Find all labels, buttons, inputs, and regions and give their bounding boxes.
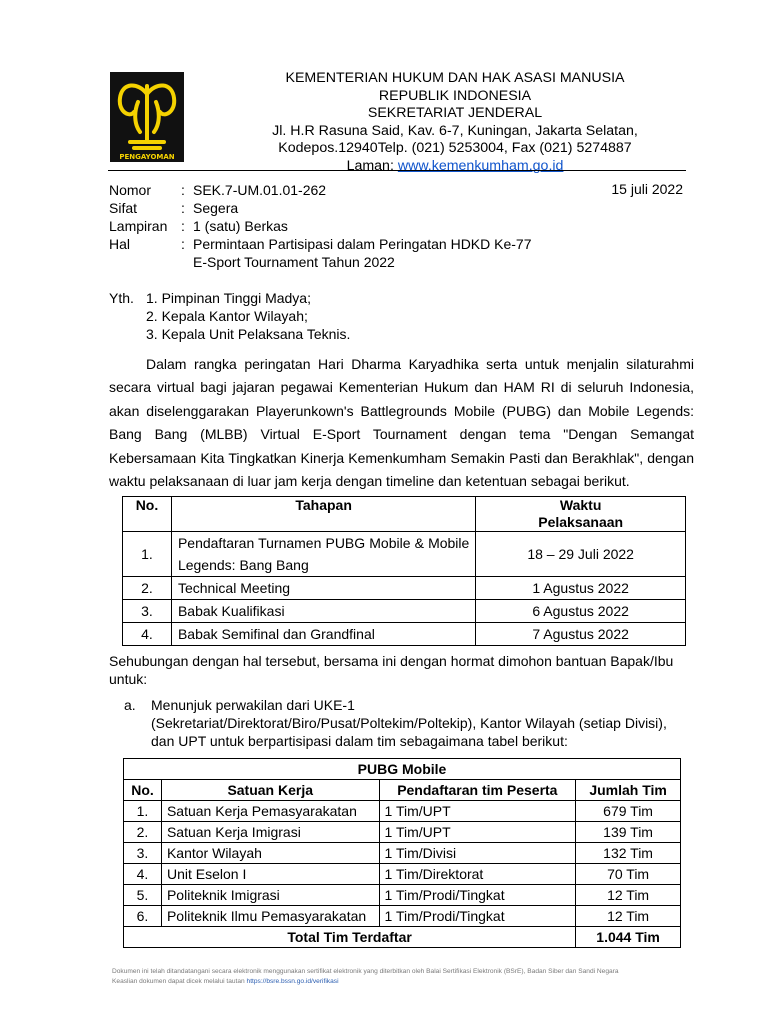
col-header-waktu [476,497,686,532]
hal-value-line1: Permintaan Partisipasi dalam Peringatan HDKD Ke-77 [193,236,532,252]
lampiran-label: Lampiran [109,218,168,234]
unit-name: SEKRETARIAT JENDERAL [367,105,543,122]
cell-pendaftaran: 1 Tim/Direktorat [379,864,576,885]
contact-line: Kodepos.12940Telp. (021) 5253004, Fax (021) 5274887 [278,140,632,157]
table-row [123,623,686,646]
ministry-name: KEMENTERIAN HUKUM DAN HAK ASASI MANUSIA [285,70,625,86]
country-name: REPUBLIK INDONESIA [378,87,532,104]
table-header-row [124,780,681,801]
footer-line1: Dokumen ini telah ditandatangani secara elektronik menggunakan sertifikat elektronik yang diterbitkan oleh Balai Sertifikasi Elektronik (BSrE), Badan Siber dan Sandi Negara [112,968,619,975]
table-row [124,822,681,843]
point-a-text [151,696,667,750]
col-header-waktu-line1: Waktu [559,497,602,513]
lampiran-value: 1 (satu) Berkas [193,218,288,234]
cell-jumlah: 12 Tim [576,885,681,906]
table-header-row [123,497,686,532]
cell-no: 2. [123,577,172,600]
cell-waktu: 6 Agustus 2022 [476,600,686,623]
cell-no: 4. [124,864,162,885]
table-row [124,906,681,927]
cell-no: 1. [123,532,172,577]
cell-no: 6. [124,906,162,927]
cell-jumlah: 139 Tim [576,822,681,843]
cell-tahapan: Babak Semifinal dan Grandfinal [171,623,475,646]
verification-link[interactable]: https://bsre.bssn.go.id/verifikasi [246,978,339,985]
cell-pendaftaran: 1 Tim/Prodi/Tingkat [379,906,576,927]
cell-no: 3. [124,843,162,864]
cell-jumlah: 679 Tim [576,801,681,822]
cell-waktu: 18 – 29 Juli 2022 [476,532,686,577]
cell-waktu: 7 Agustus 2022 [476,623,686,646]
point-a-marker: a. [124,697,136,713]
hal-label: Hal [109,236,131,252]
cell-jumlah: 132 Tim [576,843,681,864]
col-header-no: No. [123,497,172,532]
logo-label: PENGAYOMAN [119,153,175,161]
address-line: Jl. H.R Rasuna Said, Kav. 6-7, Kuningan, Jakarta Selatan, [272,122,638,139]
pengayoman-emblem-icon [110,72,184,162]
col-header-pendaftaran: Pendaftaran tim Peserta [379,780,576,801]
cell-no: 3. [123,600,172,623]
table-row [124,801,681,822]
letterhead [248,70,662,176]
footer-line2-text: Keaslian dokumen dapat dicek melalui tautan [112,978,245,985]
table-title-row [124,759,681,780]
table-row [123,600,686,623]
hal-value-line2: E-Sport Tournament Tahun 2022 [193,254,395,270]
intro-paragraph: Dalam rangka peringatan Hari Dharma Karyadhika serta untuk menjalin silaturahmi secara virtual bagi jajaran pegawai Kementerian Hukum dan HAM RI di seluruh Indonesia, akan diselenggarakan Playerunkown's Battlegrounds Mobile (PUBG) dan Mobile Legends: Bang Bang (MLBB) Virtual E-Sport Tournament dengan tema "Dengan Semangat Kebersamaan Kita Tingkatkan Kinerja Kemenkumham Semakin Pasti dan Berakhlak", dengan waktu pelaksanaan di luar jam kerja dengan timeline dan ketentuan sebagai berikut. [109,356,694,490]
cell-pendaftaran: 1 Tim/UPT [379,822,576,843]
point-a-line2: (Sekretariat/Direktorat/Biro/Pusat/Poltekim/Poltekip), Kantor Wilayah (setiap Divisi), [151,715,667,731]
cell-jumlah: 70 Tim [576,864,681,885]
cell-no: 4. [123,623,172,646]
sifat-colon: : [181,200,185,216]
timeline-table [122,496,686,646]
col-header-satuan: Satuan Kerja [161,780,379,801]
nomor-colon: : [181,182,185,198]
hal-colon: : [181,236,185,252]
cell-tahapan: Technical Meeting [171,577,475,600]
ministry-logo [110,72,184,162]
cell-satuan: Politeknik Ilmu Pemasyarakatan [161,906,379,927]
cell-no: 1. [124,801,162,822]
col-header-jumlah: Jumlah Tim [576,780,681,801]
table-total-row [124,927,681,948]
website-link[interactable]: www.kemenkumham.go.id [397,157,564,174]
letterhead-divider [108,170,686,171]
cell-jumlah: 12 Tim [576,906,681,927]
sifat-value: Segera [193,200,239,216]
cell-tahapan: Babak Kualifikasi [171,600,475,623]
point-a-line1: Menunjuk perwakilan dari UKE-1 [151,697,355,713]
table-row [124,885,681,906]
cell-tahapan: Pendaftaran Turnamen PUBG Mobile & Mobile Legends: Bang Bang [171,532,475,577]
cell-satuan: Politeknik Imigrasi [161,885,379,906]
cell-pendaftaran: 1 Tim/Prodi/Tingkat [379,885,576,906]
col-header-tahapan: Tahapan [171,497,475,532]
table-row [124,843,681,864]
cell-satuan: Satuan Kerja Pemasyarakatan [161,801,379,822]
nomor-label: Nomor [109,182,152,198]
point-a-line3: dan UPT untuk berpartisipasi dalam tim sebagaimana tabel berikut: [151,733,568,749]
e-signature-footer [112,967,672,987]
footer-line2 [112,977,672,987]
request-paragraph: Sehubungan dengan hal tersebut, bersama ini dengan hormat dimohon bantuan Bapak/Ibu untuk: [109,653,674,687]
recipient-item: 2. Kepala Kantor Wilayah; [146,308,308,324]
cell-satuan: Satuan Kerja Imigrasi [161,822,379,843]
col-header-waktu-line2: Pelaksanaan [538,514,624,530]
recipient-item: 3. Kepala Unit Pelaksana Teknis. [146,326,351,342]
letter-date: 15 juli 2022 [611,181,683,197]
website-line [248,158,662,176]
cell-no: 5. [124,885,162,906]
recipient-item: 1. Pimpinan Tinggi Madya; [146,290,311,306]
cell-pendaftaran: 1 Tim/UPT [379,801,576,822]
nomor-value: SEK.7-UM.01.01-262 [193,182,327,198]
lampiran-colon: : [181,218,185,234]
cell-satuan: Kantor Wilayah [161,843,379,864]
total-value: 1.044 Tim [576,927,681,948]
col-header-no: No. [124,780,162,801]
total-label: Total Tim Terdaftar [124,927,576,948]
pubg-table-title: PUBG Mobile [124,759,681,780]
cell-waktu: 1 Agustus 2022 [476,577,686,600]
cell-satuan: Unit Eselon I [161,864,379,885]
cell-pendaftaran: 1 Tim/Divisi [379,843,576,864]
table-row [123,532,686,577]
website-label: Laman: [346,157,394,174]
table-row [124,864,681,885]
sifat-label: Sifat [109,200,138,216]
cell-no: 2. [124,822,162,843]
recipient-prefix: Yth. [109,290,134,306]
table-row [123,577,686,600]
pubg-team-table [123,758,681,948]
